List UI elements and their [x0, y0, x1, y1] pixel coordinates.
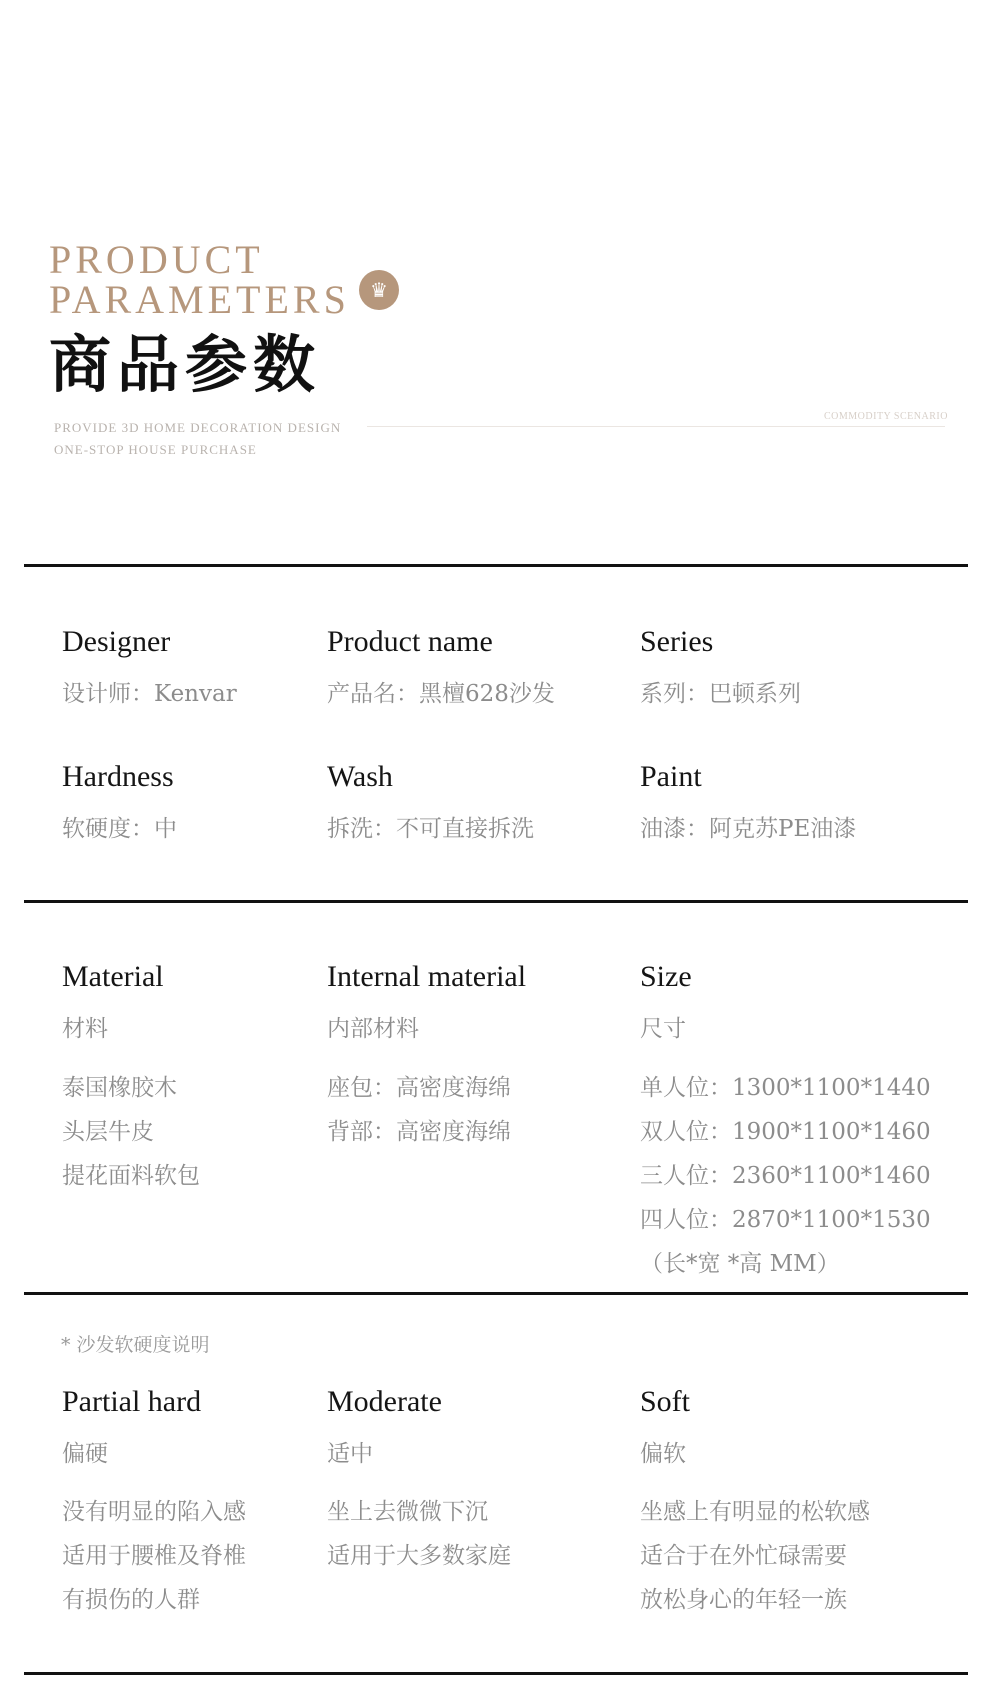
hardness-title: Hardness [62, 760, 174, 793]
material-subtitle: 材料 [62, 1016, 108, 1042]
section-divider [24, 1292, 968, 1295]
list-item: 坐上去微微下沉 [327, 1499, 488, 1525]
list-item: 双人位：1900*1100*1460 [640, 1119, 931, 1145]
header-divider [367, 426, 945, 427]
page-title: 商品参数 [49, 328, 322, 401]
partial-hard-title: Partial hard [62, 1385, 202, 1418]
english-title-line1: PRODUCT [49, 237, 264, 282]
internal-material-title: Internal material [327, 960, 527, 993]
material-list [62, 1066, 200, 1198]
soft-title: Soft [640, 1385, 691, 1418]
subtitle-line2: ONE-STOP HOUSE PURCHASE [54, 442, 257, 457]
wash-title: Wash [327, 760, 393, 793]
product-name-value: 产品名：黑檀628沙发 [327, 681, 555, 707]
section-divider [24, 1672, 968, 1675]
wash-value: 拆洗：不可直接拆洗 [327, 816, 534, 842]
series-value: 系列：巴顿系列 [640, 681, 801, 707]
section-divider [24, 900, 968, 903]
list-item: 座包：高密度海绵 [327, 1075, 511, 1101]
list-item: （长*宽 *高 MM） [640, 1251, 840, 1277]
product-name-title: Product name [327, 625, 493, 658]
partial-hard-list [62, 1490, 246, 1622]
partial-hard-subtitle: 偏硬 [62, 1441, 108, 1467]
soft-subtitle: 偏软 [640, 1441, 686, 1467]
list-item: 有损伤的人群 [62, 1587, 200, 1613]
list-item: 头层牛皮 [62, 1119, 154, 1145]
series-title: Series [640, 625, 714, 658]
moderate-subtitle: 适中 [327, 1441, 373, 1467]
paint-value: 油漆：阿克苏PE油漆 [640, 816, 857, 842]
hardness-note: * 沙发软硬度说明 [61, 1334, 210, 1356]
soft-list [640, 1490, 870, 1622]
list-item: 适合于在外忙碌需要 [640, 1543, 847, 1569]
list-item: 适用于大多数家庭 [327, 1543, 511, 1569]
list-item: 背部：高密度海绵 [327, 1119, 511, 1145]
internal-material-subtitle: 内部材料 [327, 1016, 419, 1042]
hardness-value: 软硬度：中 [62, 816, 177, 842]
list-item: 放松身心的年轻一族 [640, 1587, 847, 1613]
moderate-list [327, 1490, 511, 1578]
material-title: Material [62, 960, 164, 993]
list-item: 坐感上有明显的松软感 [640, 1499, 870, 1525]
scenario-label: COMMODITY SCENARIO [824, 411, 948, 422]
subtitle-line1: PROVIDE 3D HOME DECORATION DESIGN [54, 420, 342, 435]
list-item: 单人位：1300*1100*1440 [640, 1075, 931, 1101]
designer-value: 设计师：Kenvar [62, 681, 237, 707]
paint-title: Paint [640, 760, 702, 793]
moderate-title: Moderate [327, 1385, 442, 1418]
internal-material-list [327, 1066, 511, 1154]
list-item: 四人位：2870*1100*1530 [640, 1207, 931, 1233]
section-divider [24, 564, 968, 567]
list-item: 泰国橡胶木 [62, 1075, 177, 1101]
list-item: 提花面料软包 [62, 1163, 200, 1189]
crown-icon: ♛ [359, 270, 399, 310]
designer-title: Designer [62, 625, 171, 658]
english-title [49, 237, 350, 322]
size-subtitle: 尺寸 [640, 1016, 686, 1042]
subtitle [54, 417, 341, 461]
list-item: 没有明显的陷入感 [62, 1499, 246, 1525]
size-list [640, 1066, 931, 1286]
list-item: 三人位：2360*1100*1460 [640, 1163, 931, 1189]
english-title-line2: PARAMETERS [49, 277, 350, 322]
size-title: Size [640, 960, 692, 993]
list-item: 适用于腰椎及脊椎 [62, 1543, 246, 1569]
